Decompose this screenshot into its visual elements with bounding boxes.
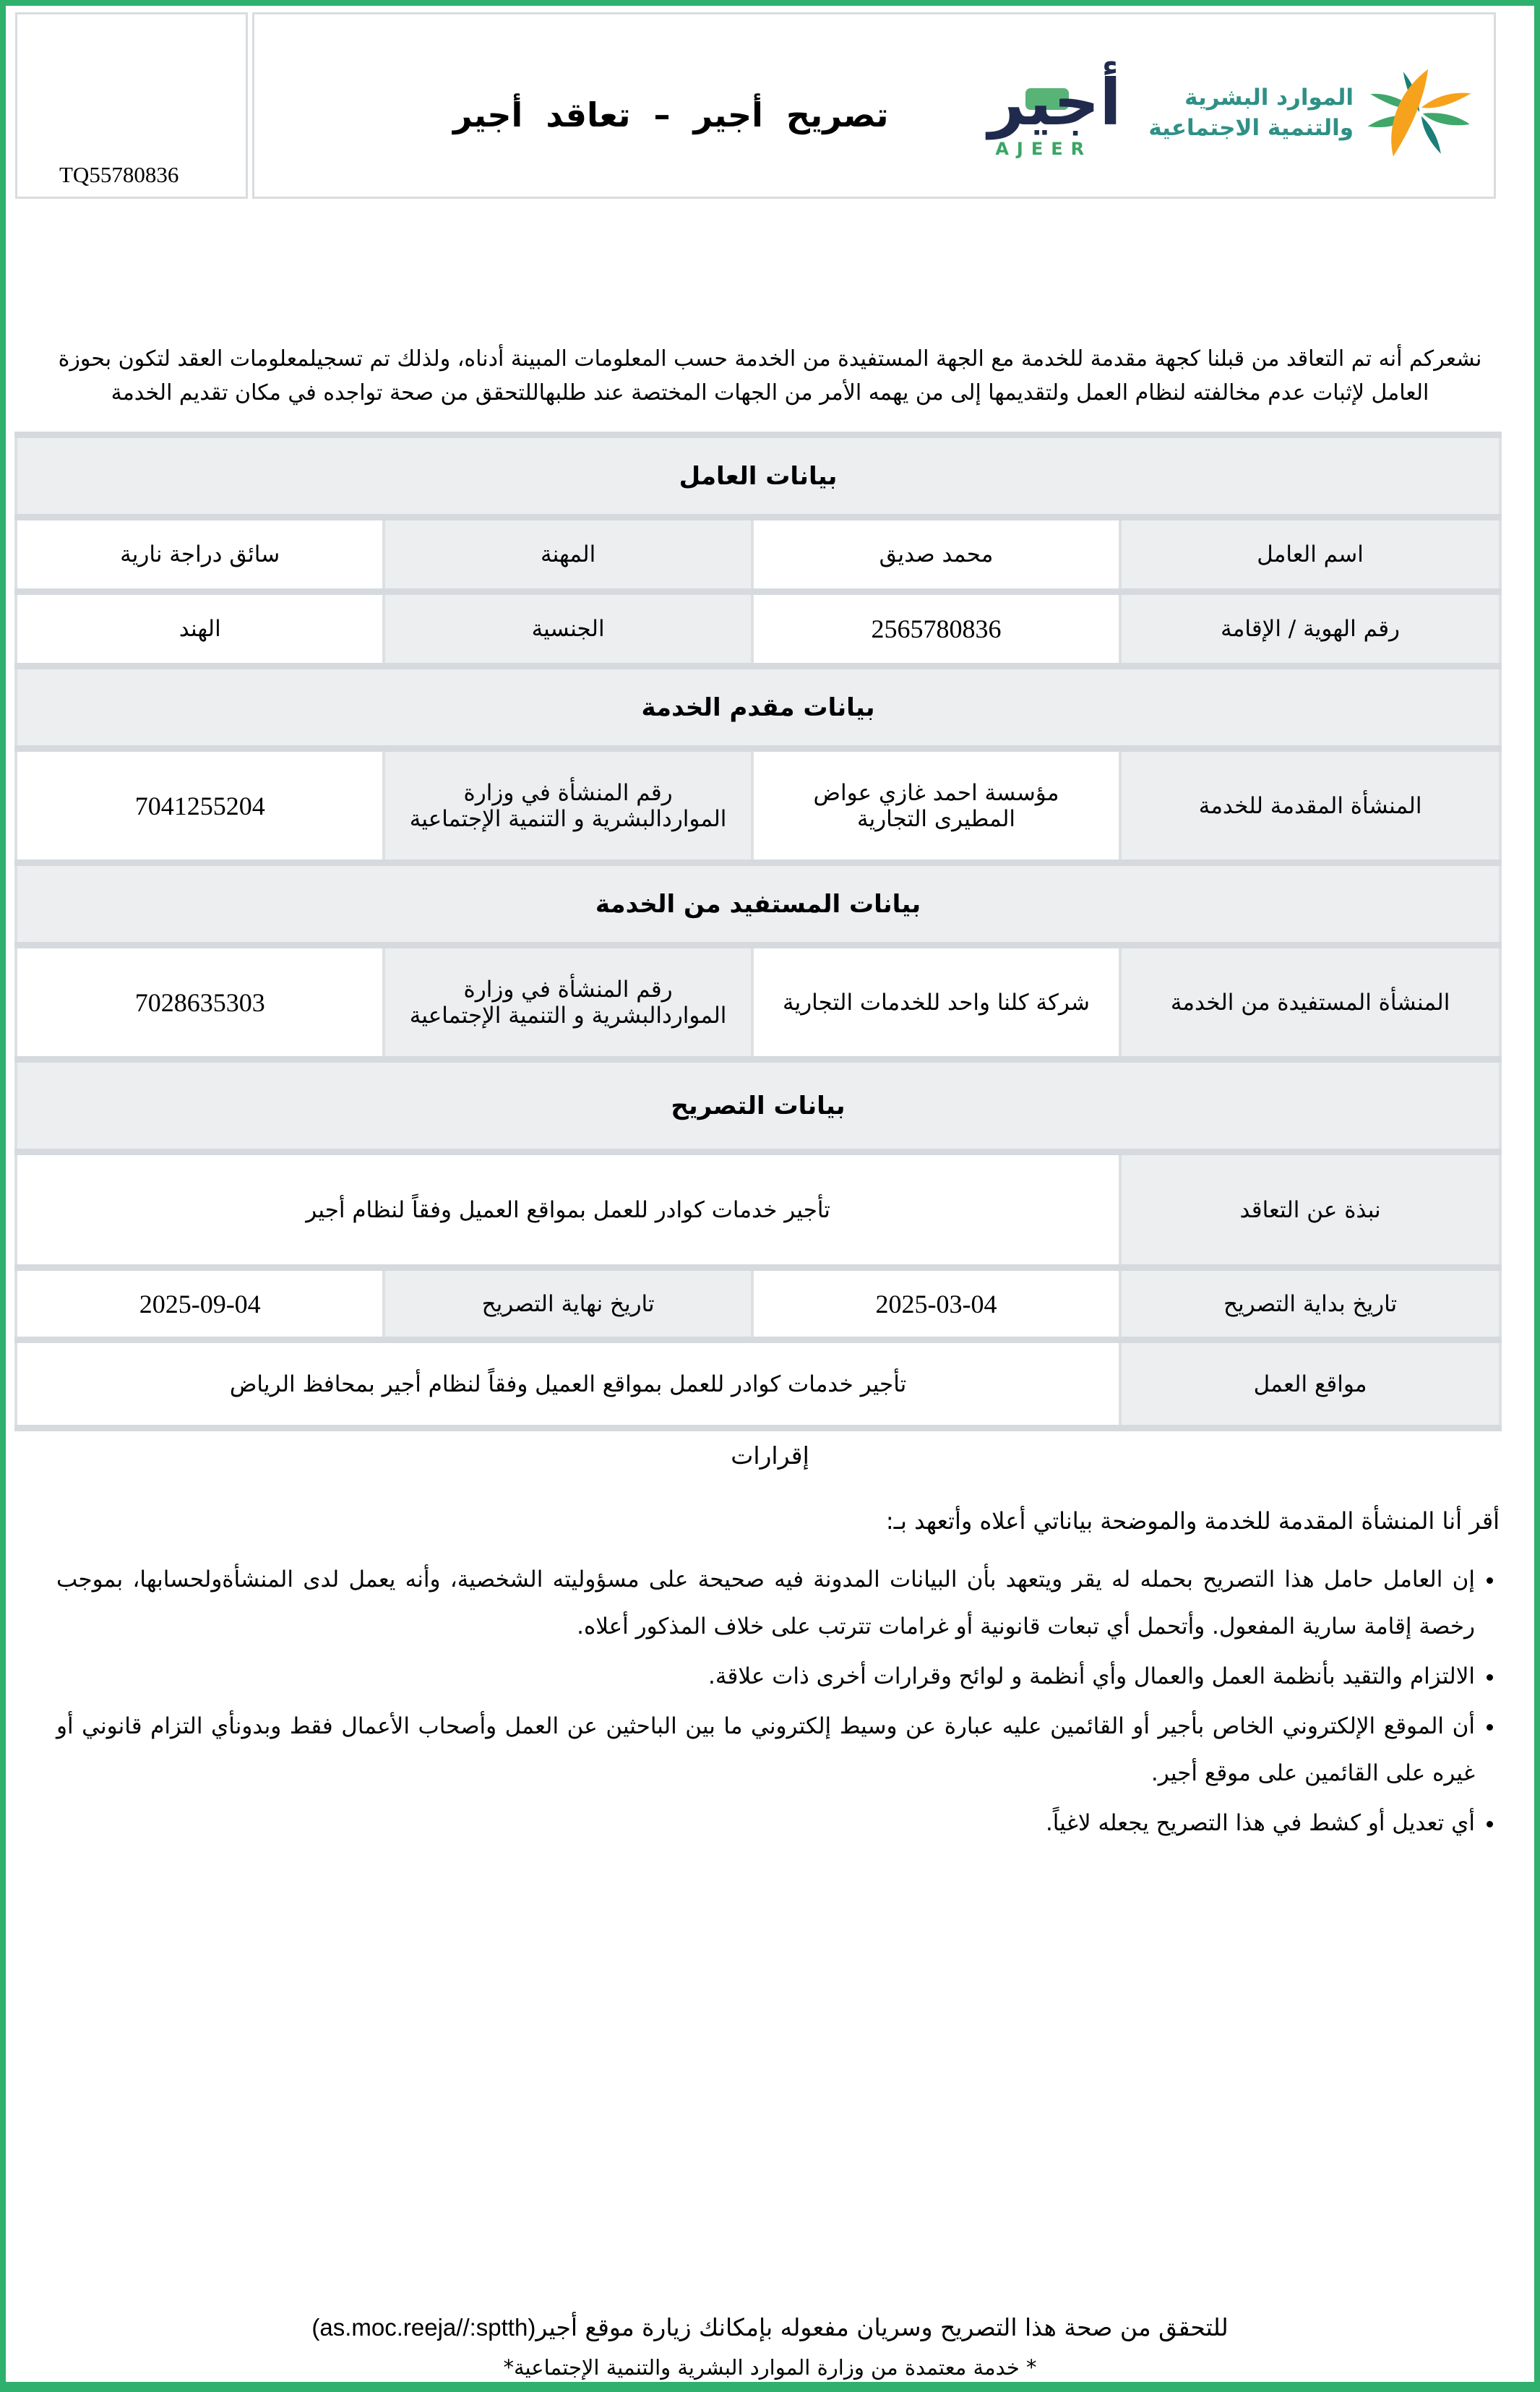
footer: [6, 2310, 1534, 2380]
ministry-name-line1: الموارد البشرية: [1184, 85, 1354, 111]
footer-verify-line: [6, 2310, 1534, 2345]
footer-site-url: (as.moc.reeja//:sptth): [311, 2314, 536, 2341]
section-title: بيانات العامل: [16, 435, 1500, 518]
table-row: [16, 1152, 1500, 1268]
beneficiary-name-value: شركة كلنا واحد للخدمات التجارية: [752, 946, 1120, 1060]
intro-paragraph: نشعركم أنه تم التعاقد من قبلنا كجهة مقدمة للخدمة مع الجهة المستفيدة من الخدمة حسب المعلومات المبينة أدناه، ولذلك تم تسجيلمعلومات العقد لتكون بحوزة العامل لإثبات عدم مخالفته لنظام العمل ولتقديمها إلى من يهمه الأمر من الجهات المختصة عند طلبهاللتحقق من صحة تواجده في مكان تقديم الخدمة: [58, 346, 1482, 406]
declaration-item: • الالتزام والتقيد بأنظمة العمل والعمال وأي أنظمة و لوائح وقرارات أخرى ذات علاقة.: [56, 1653, 1475, 1700]
beneficiary-name-label: المنشأة المستفيدة من الخدمة: [1120, 946, 1500, 1060]
contract-summary-value: تأجير خدمات كوادر للعمل بمواقع العميل وفقاً لنظام أجير: [16, 1152, 1120, 1268]
table-row: [16, 592, 1500, 666]
start-date-value: 2025-03-04: [752, 1268, 1120, 1340]
permit-number-box: [15, 12, 248, 199]
footer-verify-text: للتحقق من صحة هذا التصريح وسريان مفعوله بإمكانك زيارة موقع أجير: [535, 2313, 1229, 2342]
nationality-value: الهند: [16, 592, 384, 666]
section-header-permit: [16, 1060, 1500, 1152]
ajeer-logo: [988, 65, 1122, 160]
beneficiary-establishment-number-value: 7028635303: [16, 946, 384, 1060]
beneficiary-establishment-number-label: رقم المنشأة في وزارة المواردالبشرية و التنمية الإجتماعية: [384, 946, 752, 1060]
table-row: [16, 946, 1500, 1060]
nationality-label: الجنسية: [384, 592, 752, 666]
provider-name-value: مؤسسة احمد غازي عواض المطيرى التجارية: [752, 749, 1120, 863]
declaration-item: • أي تعديل أو كشط في هذا التصريح يجعله لاغياً.: [56, 1800, 1475, 1847]
section-title: بيانات التصريح: [16, 1060, 1500, 1152]
work-locations-value: تأجير خدمات كوادر للعمل بمواقع العميل وفقاً لنظام أجير بمحافظ الرياض: [16, 1340, 1120, 1428]
section-title: بيانات مقدم الخدمة: [16, 666, 1500, 749]
header-logos: [988, 59, 1475, 160]
start-date-label: تاريخ بداية التصريح: [1120, 1268, 1500, 1340]
provider-establishment-number-label: رقم المنشأة في وزارة المواردالبشرية و التنمية الإجتماعية: [384, 749, 752, 863]
ministry-lockup: [1148, 67, 1475, 160]
section-title: بيانات المستفيد من الخدمة: [16, 863, 1500, 946]
profession-value: سائق دراجة نارية: [16, 518, 384, 592]
end-date-value: 2025-09-04: [16, 1268, 384, 1340]
provider-establishment-number-value: 7041255204: [16, 749, 384, 863]
footer-approved-note: * خدمة معتمدة من وزارة الموارد البشرية والتنمية الإجتماعية*: [503, 2355, 1037, 2380]
permit-data-table: [14, 432, 1502, 1431]
declarations-title: إقرارات: [731, 1441, 809, 1470]
declaration-item: • أن الموقع الإلكتروني الخاص بأجير أو القائمين عليه عبارة عن وسيط إلكتروني ما بين الباحثين عن العمل وأصحاب الأعمال فقط وبدونأي التزام قانوني أو غيره على القائمين على موقع أجير.: [56, 1703, 1475, 1797]
declarations-intro: أقر أنا المنشأة المقدمة للخدمة والموضحة بياناتي أعلاه وأتعهد بـ:: [885, 1507, 1500, 1535]
provider-name-label: المنشأة المقدمة للخدمة: [1120, 749, 1500, 863]
ajeer-logo-latin-text: AJEER: [995, 139, 1093, 160]
permit-number: TQ55780836: [59, 162, 179, 187]
table-row: [16, 518, 1500, 592]
page-title: تصريح أجير – تعاقد أجير: [453, 95, 889, 134]
declaration-item: • إن العامل حامل هذا التصريح بحمله له يقر ويتعهد بأن البيانات المدونة فيه صحيحة على مسؤوليته الشخصية، وأنه يعمل لدى المنشأةولحسابها، بموجب رخصة إقامة سارية المفعول. وأتحمل أي تبعات قانونية أو غرامات تترتب على خلاف المذكور أعلاه.: [56, 1556, 1475, 1650]
header-title-box: [252, 12, 1496, 199]
declarations-list: [56, 1556, 1497, 1848]
table-row: [16, 1340, 1500, 1428]
table-row: [16, 749, 1500, 863]
id-number-value: 2565780836: [752, 592, 1120, 666]
profession-label: المهنة: [384, 518, 752, 592]
section-header-worker: [16, 435, 1500, 518]
ministry-palm-icon: [1365, 67, 1475, 160]
ministry-name-line2: والتنمية الاجتماعية: [1148, 115, 1354, 141]
section-header-provider: [16, 666, 1500, 749]
work-locations-label: مواقع العمل: [1120, 1340, 1500, 1428]
ministry-name: [1148, 83, 1354, 144]
end-date-label: تاريخ نهاية التصريح: [384, 1268, 752, 1340]
contract-summary-label: نبذة عن التعاقد: [1120, 1152, 1500, 1268]
ajeer-logo-arabic-text: أجير: [988, 65, 1122, 140]
table-row: [16, 1268, 1500, 1340]
id-number-label: رقم الهوية / الإقامة: [1120, 592, 1500, 666]
worker-name-value: محمد صديق: [752, 518, 1120, 592]
section-header-beneficiary: [16, 863, 1500, 946]
worker-name-label: اسم العامل: [1120, 518, 1500, 592]
